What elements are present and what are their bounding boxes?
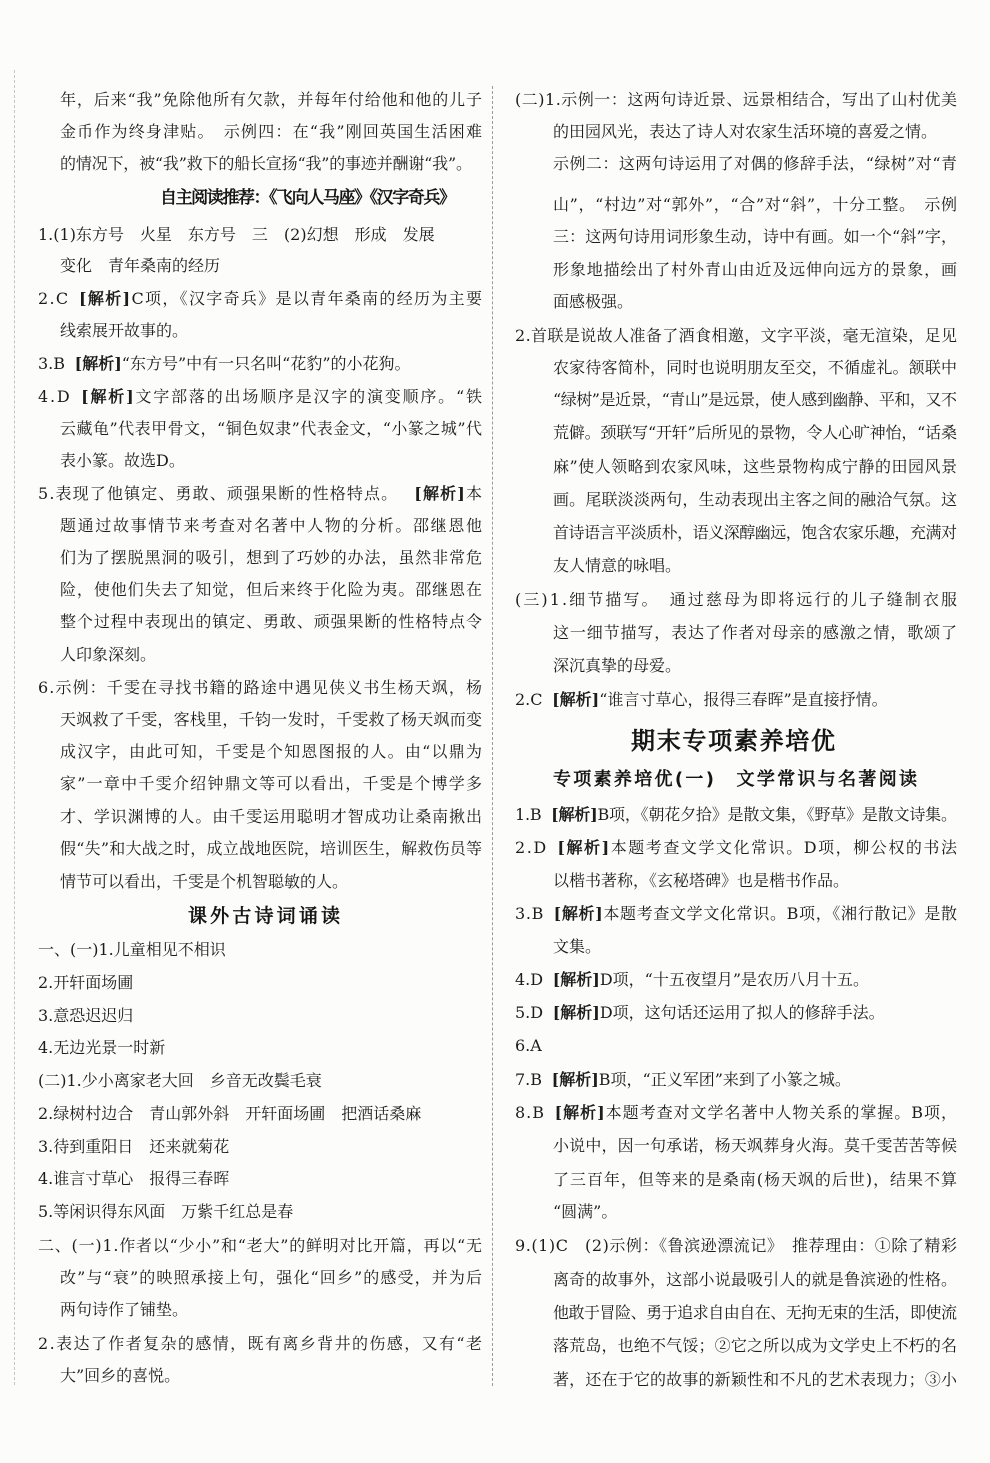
- answer-line: 2.开轩面场圃: [38, 973, 134, 992]
- answer-line: 三：这两句诗用词形象生动，诗中有画。如一个“斜”字，: [553, 227, 958, 246]
- analysis-tag: [解析]: [74, 354, 122, 373]
- answer-line: 金币作为终身津贴。 示例四：在“我”刚回英国生活困难: [60, 122, 484, 141]
- answer-line: 4.无边光景一时新: [38, 1038, 166, 1057]
- answer-line: 整个过程中表现出的镇定、勇敢、顽强果断的性格特点令: [60, 612, 483, 631]
- answer-line: 云藏龟”代表甲骨文，“铜色奴隶”代表金文，“小篆之城”代: [60, 419, 483, 438]
- analysis-text: “谁言寸草心，报得三春晖”是直接抒情。: [599, 690, 888, 709]
- subsection-heading: 专项素养培优(一) 文学常识与名著阅读: [553, 769, 920, 790]
- answer-line: 险，使他们失去了知觉，但后来终于化险为夷。邵继恩在: [60, 580, 483, 599]
- analysis-tag: [解析]: [79, 289, 132, 308]
- answer-number: 1.B: [515, 805, 542, 824]
- answer-line: (二)1.少小离家老大回 乡音无改鬓毛衰: [38, 1071, 322, 1090]
- answer-line: 两句诗作了铺垫。: [60, 1300, 189, 1319]
- page-title-final: 期末专项素养培优: [631, 727, 837, 755]
- answer-line: 线索展开故事的。: [60, 321, 189, 340]
- answer-number: 4.D: [38, 387, 72, 406]
- analysis-text: 本: [465, 484, 484, 503]
- answer-line: 著，还在于它的故事的新颖性和不凡的艺术表现力；③小: [553, 1370, 958, 1389]
- analysis-text: D项，这句话还运用了拟人的修辞手法。: [599, 1003, 885, 1022]
- analysis-tag: [解析]: [554, 1103, 606, 1122]
- answer-line: 才、学识渊博的人。由千雯运用聪明才智成功让桑南揪出: [60, 807, 483, 826]
- answer-line: 离奇的故事外，这部小说最吸引人的就是鲁滨逊的性格。: [553, 1270, 958, 1289]
- answer-line: “绿树”是近景，“青山”是远景，使人感到幽静、平和，又不: [553, 390, 957, 409]
- analysis-text: 本题考查文学文化常识。D项，柳公权的书法: [610, 838, 959, 857]
- answer-line: 2.首联是说故人准备了酒食相邀，文字平淡，毫无渲染，足见: [515, 326, 958, 345]
- answer-line: [515, 902, 957, 926]
- answer-line: 二、(一)1.作者以“少小”和“老大”的鲜明对比开篇，再以“无: [38, 1236, 483, 1255]
- answer-line: [38, 352, 482, 376]
- analysis-tag: [解析]: [557, 838, 611, 857]
- analysis-text: “东方号”中有一只名叫“花豹”的小花狗。: [121, 354, 411, 373]
- answer-line: 的情况下，被“我”救下的船长宣扬“我”的事迹并酬谢“我”。: [60, 154, 472, 173]
- analysis-text: 本题考查文学文化常识。B项，《湘行散记》是散: [603, 904, 958, 923]
- answer-line: 4.谁言寸草心 报得三春晖: [38, 1169, 230, 1188]
- answer-line: 5.等闲识得东风面 万紫千红总是春: [38, 1202, 294, 1221]
- analysis-tag: [解析]: [553, 904, 604, 923]
- analysis-tag: [解析]: [551, 1070, 599, 1089]
- answer-line: [38, 385, 482, 409]
- answer-line: 3.意恐迟迟归: [38, 1006, 134, 1025]
- answer-line: 6.A: [515, 1036, 542, 1055]
- answer-line: 假“失”和大战之时，成立战地医院，培训医生，解救伤员等: [60, 839, 483, 858]
- answer-line: 3.待到重阳日 还来就菊花: [38, 1137, 230, 1156]
- answer-line: [515, 1101, 957, 1125]
- answer-line: 小说中，因一句承诺，杨天飒葬身火海。莫千雯苦苦等候: [553, 1136, 958, 1155]
- answer-line: 他敢于冒险、勇于追求自由自在、无拘无束的生活，即使流: [553, 1303, 957, 1322]
- answer-line: [515, 836, 957, 860]
- answer-line: 落荒岛，也绝不气馁；②它之所以成为文学史上不朽的名: [553, 1336, 958, 1355]
- answer-line: [515, 688, 957, 712]
- answer-line: [515, 1068, 957, 1092]
- answer-line: 9.(1)C (2)示例：《鲁滨逊漂流记》 推荐理由：①除了精彩: [515, 1236, 958, 1255]
- analysis-tag: [解析]: [551, 805, 598, 824]
- answer-line: 2.表达了作者复杂的感情，既有离乡背井的伤感，又有“老: [38, 1334, 484, 1353]
- answer-number: 5.D: [515, 1003, 544, 1022]
- answer-line: 6.示例：千雯在寻找书籍的路途中遇见侠义书生杨天飒，杨: [38, 678, 484, 697]
- analysis-tag: [解析]: [414, 484, 466, 503]
- answer-line: 深沉真挚的母爱。: [553, 656, 682, 675]
- answer-line: 面感极强。: [553, 292, 634, 311]
- answer-line: 大”回乡的喜悦。: [60, 1366, 181, 1385]
- answer-line: 天飒救了千雯，客栈里，千钧一发时，千雯救了杨天飒而变: [60, 710, 483, 729]
- answer-number: 3.B: [38, 354, 66, 373]
- answer-line: 的田园风光，表达了诗人对农家生活环境的喜爱之情。: [553, 122, 938, 141]
- answer-line: 农家待客简朴，同时也说明朋友至交，不循虚礼。颔联中: [553, 358, 958, 377]
- answer-line: 麻”使人领略到农家风味，这些景物构成宁静的田园风景: [553, 457, 958, 476]
- section-heading-reading: 自主阅读推荐：《飞向人马座》《汉字奇兵》: [160, 188, 455, 208]
- answer-line: (二)1.示例一：这两句诗近景、远景相结合，写出了山村优美: [515, 90, 958, 109]
- answer-line: [515, 1001, 957, 1025]
- analysis-text: B项，“正义军团”来到了小篆之城。: [598, 1070, 851, 1089]
- answer-line: 们为了摆脱黑洞的吸引，想到了巧妙的办法，虽然非常危: [60, 548, 483, 567]
- answer-line: [515, 968, 957, 992]
- analysis-tag: [解析]: [552, 1003, 600, 1022]
- answer-line: 荒僻。颈联写“开轩”后所见的景物，令人心旷神怡，“话桑: [553, 423, 957, 442]
- column-divider: [492, 86, 493, 1386]
- analysis-text: 本题考查对文学名著中人物关系的掌握。B项，: [605, 1103, 958, 1122]
- analysis-tag: [解析]: [552, 690, 600, 709]
- answer-line: 成汉字，由此可知，千雯是个知恩图报的人。由“以鼎为: [60, 742, 484, 761]
- answer-number: 2.C: [38, 289, 70, 308]
- answer-line: (三)1.细节描写。 通过慈母为即将远行的儿子缝制衣服: [515, 590, 960, 609]
- answer-line: 人印象深刻。: [60, 645, 157, 664]
- answer-text: 5.表现了他镇定、勇敢、顽强果断的性格特点。: [38, 484, 399, 503]
- answer-line: 以楷书著称，《玄秘塔碑》也是楷书作品。: [553, 871, 850, 890]
- answer-number: 7.B: [515, 1070, 543, 1089]
- answer-line: [38, 482, 482, 506]
- answer-line: “圆满”。: [553, 1202, 618, 1221]
- analysis-text: C项，《汉字奇兵》是以青年桑南的经历为主要: [131, 289, 484, 308]
- answer-line: 2.绿树村边合 青山郭外斜 开轩面场圃 把酒话桑麻: [38, 1104, 422, 1123]
- answer-line: 画。尾联淡淡两句，生动表现出主客之间的融洽气氛。这: [553, 490, 958, 509]
- answer-number: 8.B: [515, 1103, 545, 1122]
- analysis-text: 文字部落的出场顺序是汉字的演变顺序。“铁: [135, 387, 484, 406]
- answer-line: 山”，“村边”对“郭外”，“合”对“斜”，十分工整。 示例: [553, 195, 958, 214]
- section-heading-poetry: 课外古诗词诵读: [188, 905, 344, 927]
- analysis-tag: [解析]: [81, 387, 136, 406]
- answer-number: 2.D: [515, 838, 548, 857]
- answer-number: 3.B: [515, 904, 545, 923]
- answer-line: [515, 803, 957, 827]
- answer-line: 首诗语言平淡质朴，语义深醇幽远，饱含农家乐趣，充满对: [553, 523, 957, 542]
- answer-number: 4.D: [515, 970, 544, 989]
- page-edge-line: [14, 70, 15, 1385]
- answer-line: 示例二：这两句诗运用了对偶的修辞手法，“绿树”对“青: [553, 154, 958, 173]
- answer-line: 题通过故事情节来考查对名著中人物的分析。邵继恩他: [60, 516, 484, 535]
- answer-line: 1.(1)东方号 火星 东方号 三 (2)幻想 形成 发展: [38, 225, 435, 244]
- analysis-text: D项，“十五夜望月”是农历八月十五。: [599, 970, 870, 989]
- answer-line: 年，后来“我”免除他所有欠款，并每年付给他和他的儿子: [60, 90, 483, 109]
- answer-line: 一、(一)1.儿童相见不相识: [38, 940, 226, 959]
- answer-line: [38, 287, 482, 311]
- answer-line: 形象地描绘出了村外青山由近及远伸向远方的景象，画: [553, 260, 958, 279]
- analysis-text: B项，《朝花夕拾》是散文集，《野草》是散文诗集。: [597, 805, 957, 824]
- answer-line: 情节可以看出，千雯是个机智聪敏的人。: [60, 872, 349, 891]
- answer-line: 表小篆。故选D。: [60, 451, 185, 470]
- answer-number: 2.C: [515, 690, 543, 709]
- answer-line: 这一细节描写，表达了作者对母亲的感激之情，歌颂了: [553, 623, 958, 642]
- answer-line: 改”与“衰”的映照承接上句，强化“回乡”的感受，并为后: [60, 1268, 484, 1287]
- answer-line: 家”一章中千雯介绍钟鼎文等可以看出，千雯是个博学多: [60, 774, 484, 793]
- answer-line: 文集。: [553, 937, 602, 956]
- analysis-tag: [解析]: [552, 970, 600, 989]
- answer-line: 友人情意的咏唱。: [553, 556, 682, 575]
- answer-line: 了三百年，但等来的是桑南(杨天飒的后世)，结果不算: [553, 1170, 958, 1189]
- answer-line: 变化 青年桑南的经历: [60, 256, 221, 275]
